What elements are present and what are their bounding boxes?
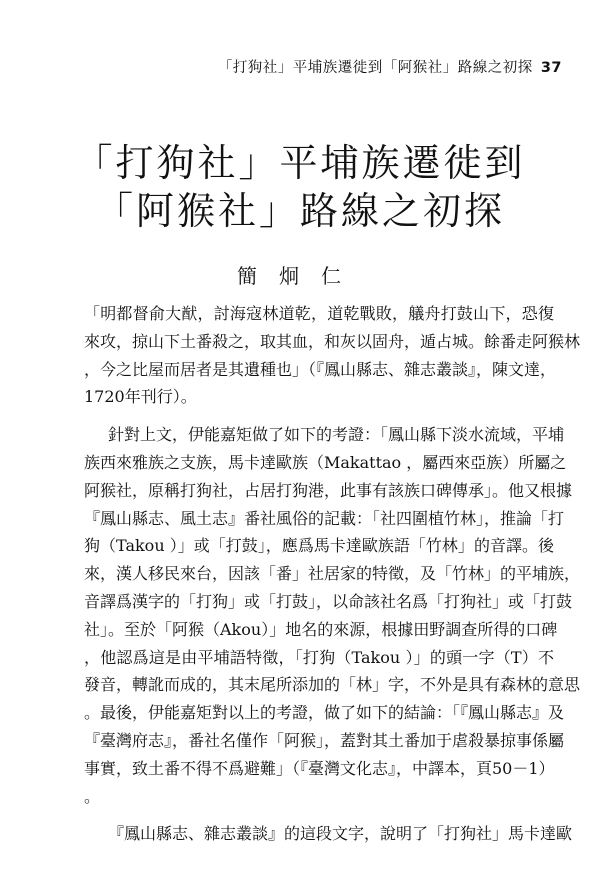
body-line: ，他認爲這是由平埔語特徵，「打狗（Takou ）」的頭一字（T）不 (84, 647, 554, 667)
body-line: 。 (84, 786, 101, 806)
page-number: 37 (540, 60, 562, 76)
paragraph (84, 820, 573, 848)
body-line: 社」。至於「阿猴（Akou）」地名的來源，根據田野調查所得的口碑 (84, 619, 558, 639)
running-header (218, 56, 562, 77)
body-line: 狗（Takou ）」或「打鼓」，應爲馬卡達歐族語「竹林」的音譯。後 (84, 536, 554, 556)
body-line: 族西來雅族之支族，馬卡達歐族（Makattao ，屬西來亞族）所屬之 (84, 452, 567, 472)
body-line: 『鳳山縣志、風土志』番社風俗的記載：「社四圍植竹林」，推論「打 (84, 508, 565, 528)
running-header-title: 「打狗社」平埔族遷徙到「阿猴社」路線之初探 (217, 60, 533, 76)
body-line: 發音，轉訛而成的，其末尾所添加的「林」字，不外是具有森林的意思 (84, 675, 581, 695)
body-line: 音譯爲漢字的「打狗」或「打鼓」，以命該社名爲「打狗社」或「打鼓 (84, 591, 573, 611)
body-line: 「明都督俞大猷，討海寇林道乾，道乾戰敗，艤舟打鼓山下，恐復 (84, 304, 554, 323)
body-line: 1720年刊行）。 (84, 387, 197, 407)
paragraph (84, 300, 581, 411)
author-name: 簡炯仁 (237, 264, 363, 288)
body-line: 來，漢人移民來台，因該「番」社居家的特徵，及「竹林」的平埔族， (84, 564, 581, 584)
body-line: ，今之比屋而居者是其遺種也」（『鳳山縣志、雜志叢談』，陳文達， (84, 359, 557, 379)
body-line: 事實，致土番不得不爲避難」（『臺灣文化志』，中譯本，頁50－1） (84, 758, 555, 778)
paragraph (84, 421, 581, 810)
body-line: 『鳳山縣志、雜志叢談』的這段文字，說明了「打狗社」馬卡達歐 (108, 824, 573, 844)
body-line: 針對上文，伊能嘉矩做了如下的考證：「鳳山縣下淡水流域，平埔 (108, 425, 565, 445)
body-line: 阿猴社，原稱打狗社，占居打狗港，此事有該族口碑傳承」。他又根據 (84, 480, 573, 500)
body-line: 來攻，掠山下土番殺之，取其血，和灰以固舟，遁占城。餘番走阿猴林 (84, 331, 581, 351)
article-body (84, 300, 581, 848)
body-line: 『臺灣府志』，番社名僅作「阿猴」，蓋對其土番加于虐殺暴掠事係屬 (84, 730, 565, 750)
body-line: 。最後，伊能嘉矩對以上的考證，做了如下的結論：「『鳳山縣志』及 (84, 703, 565, 723)
article-title-line-1: 「打狗社」平埔族遷徙到 (74, 141, 526, 185)
article-title-line-2: 「阿猴社」路線之初探 (94, 189, 505, 233)
